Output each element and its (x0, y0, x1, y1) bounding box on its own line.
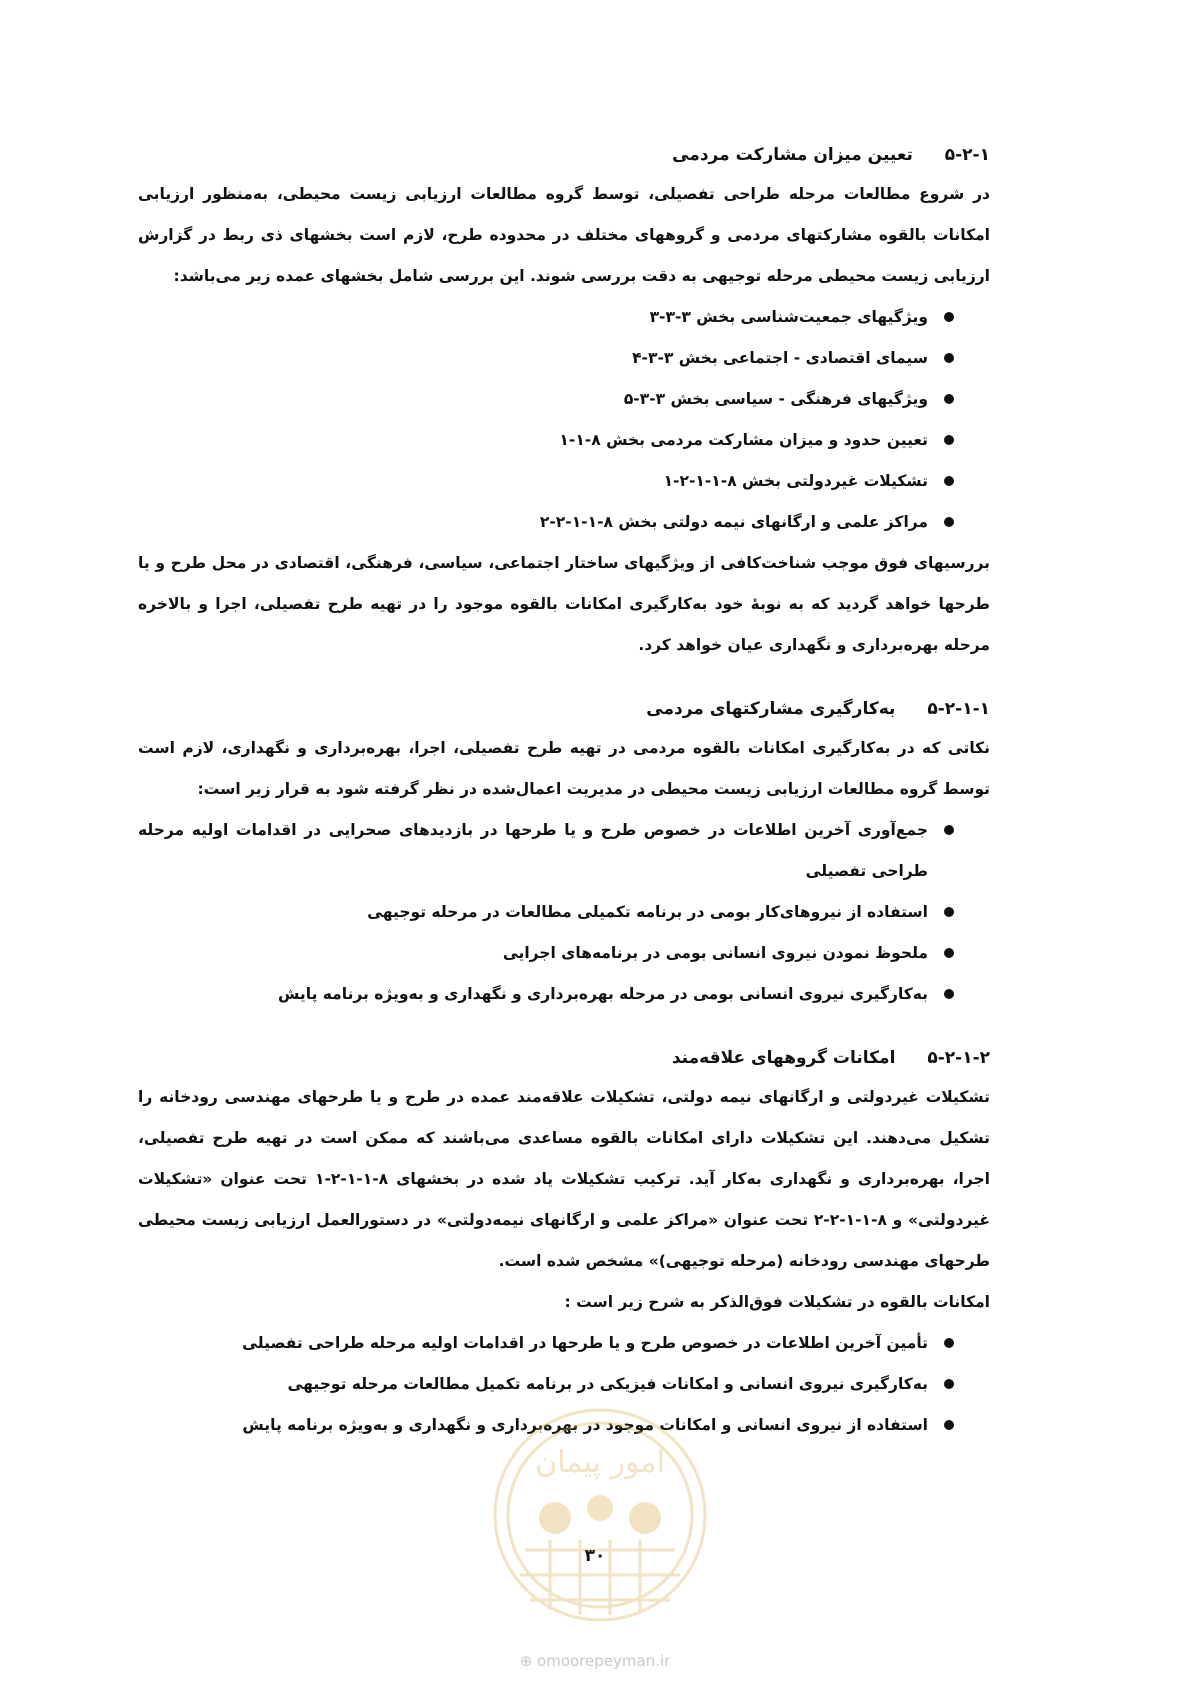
watermark-url-text: omoorepeyman.ir (537, 1652, 671, 1670)
paragraph: نکاتی که در به‌کارگیری امکانات بالقوه مردمی در تهیه طرح تفصیلی، اجرا، بهره‌برداری و نگهداری، لازم است توسط گروه مطالعات ارزیابی زیست محیطی در مدیریت اعمال‌شده در نظر گرفته شود به قرار زیر است: (138, 739, 990, 798)
paragraph: در شروع مطالعات مرحله طراحی تفصیلی، توسط گروه مطالعات ارزیابی زیست محیطی، به‌منظور ارزیابی امکانات بالقوه مشارکتهای مردمی و گروههای مختلف در محدوده طرح، لازم است بخشهای ذی ربط در گزارش ارزیابی زیست محیطی مرحله توجیهی به دقت بررسی شوند. این بررسی شامل بخشهای عمده زیر می‌باشد: (138, 185, 990, 285)
list-item: به‌کارگیری نیروی انسانی بومی در مرحله بهره‌برداری و نگهداری و به‌ویژه برنامه پایش (138, 974, 960, 1015)
list-item: ویژگیهای فرهنگی - سیاسی بخش ۳-۳-۵ (138, 379, 960, 420)
paragraph: امکانات بالقوه در تشکیلات فوق‌الذکر به شرح زیر است : (564, 1293, 990, 1311)
section-number: ۵-۲-۱-۱ (927, 699, 990, 719)
section-heading (138, 140, 990, 170)
paragraph: بررسیهای فوق موجب شناخت‌کافی از ویژگیهای ساختار اجتماعی، سیاسی، فرهنگی، اقتصادی در محل طرح و یا طرحها خواهد گردید که به نوبهٔ خود به‌کارگیری امکانات بالقوه موجود را در تهیه طرح تفصیلی، اجرا و بالاخره مرحله بهره‌برداری و نگهداری عیان خواهد کرد. (138, 554, 990, 654)
page-number: ۳۰ (584, 1546, 606, 1566)
section-number: ۵-۲-۱ (944, 145, 990, 165)
section-title: امکانات گروههای علاقه‌مند (671, 1048, 896, 1068)
watermark-logo-icon (480, 1400, 720, 1630)
document-page (138, 140, 990, 1474)
list-item: استفاده از نیروهای‌کار بومی در برنامه تکمیلی مطالعات در مرحله توجیهی (138, 892, 960, 933)
list-item: جمع‌آوری آخرین اطلاعات در خصوص طرح و یا طرحها در بازدیدهای صحرایی در اقدامات اولیه مرحله طراحی تفصیلی (138, 810, 960, 892)
section-title: تعیین میزان مشارکت مردمی (672, 145, 913, 165)
bullet-list (138, 297, 990, 543)
section-participation (138, 140, 990, 666)
list-item: به‌کارگیری نیروی انسانی و امکانات فیزیکی در برنامه تکمیل مطالعات مرحله توجیهی (138, 1364, 960, 1405)
list-item: مراکز علمی و ارگانهای نیمه دولتی بخش ۸-۱-۱-۲-۲ (138, 502, 960, 543)
bullet-list (138, 810, 990, 1015)
globe-icon: ⊕ (519, 1652, 533, 1670)
list-item: ویژگیهای جمعیت‌شناسی بخش ۳-۳-۳ (138, 297, 960, 338)
section-interest-groups (138, 1043, 990, 1446)
list-item: سیمای اقتصادی - اجتماعی بخش ۳-۳-۴ (138, 338, 960, 379)
section-heading (138, 1043, 990, 1073)
section-title: به‌کارگیری مشارکتهای مردمی (646, 699, 896, 719)
list-item: تشکیلات غیردولتی بخش ۸-۱-۱-۲-۱ (138, 461, 960, 502)
list-item: تأمین آخرین اطلاعات در خصوص طرح و یا طرحها در اقدامات اولیه مرحله طراحی تفصیلی (138, 1323, 960, 1364)
section-public-engagement (138, 694, 990, 1015)
list-item: تعیین حدود و میزان مشارکت مردمی بخش ۸-۱-۱ (138, 420, 960, 461)
watermark-url (0, 1652, 1190, 1670)
paragraph: تشکیلات غیردولتی و ارگانهای نیمه دولتی، تشکیلات علاقه‌مند عمده در طرح و یا طرحهای مهندسی رودخانه را تشکیل می‌دهند. این تشکیلات دارای امکانات بالقوه مساعدی می‌باشند که ممکن است در تهیه طرح تفصیلی، اجرا، بهره‌برداری و نگهداری به‌کار آید. ترکیب تشکیلات یاد شده در بخشهای ۸-۱-۱-۲-۱ تحت عنوان «تشکیلات غیردولتی» و ۸-۱-۱-۲-۲ تحت عنوان «مراکز علمی و ارگانهای نیمه‌دولتی» در دستورالعمل ارزیابی زیست محیطی طرحهای مهندسی رودخانه (مرحله توجیهی)» مشخص شده است. (138, 1088, 990, 1270)
list-item: ملحوظ نمودن نیروی انسانی بومی در برنامه‌های اجرایی (138, 933, 960, 974)
section-heading (138, 694, 990, 724)
list-item: استفاده از نیروی انسانی و امکانات موجود در بهره‌برداری و نگهداری و به‌ویژه برنامه پایش (138, 1405, 960, 1446)
svg-text:امور پیمان: امور پیمان (535, 1445, 665, 1480)
section-number: ۵-۲-۱-۲ (927, 1048, 990, 1068)
